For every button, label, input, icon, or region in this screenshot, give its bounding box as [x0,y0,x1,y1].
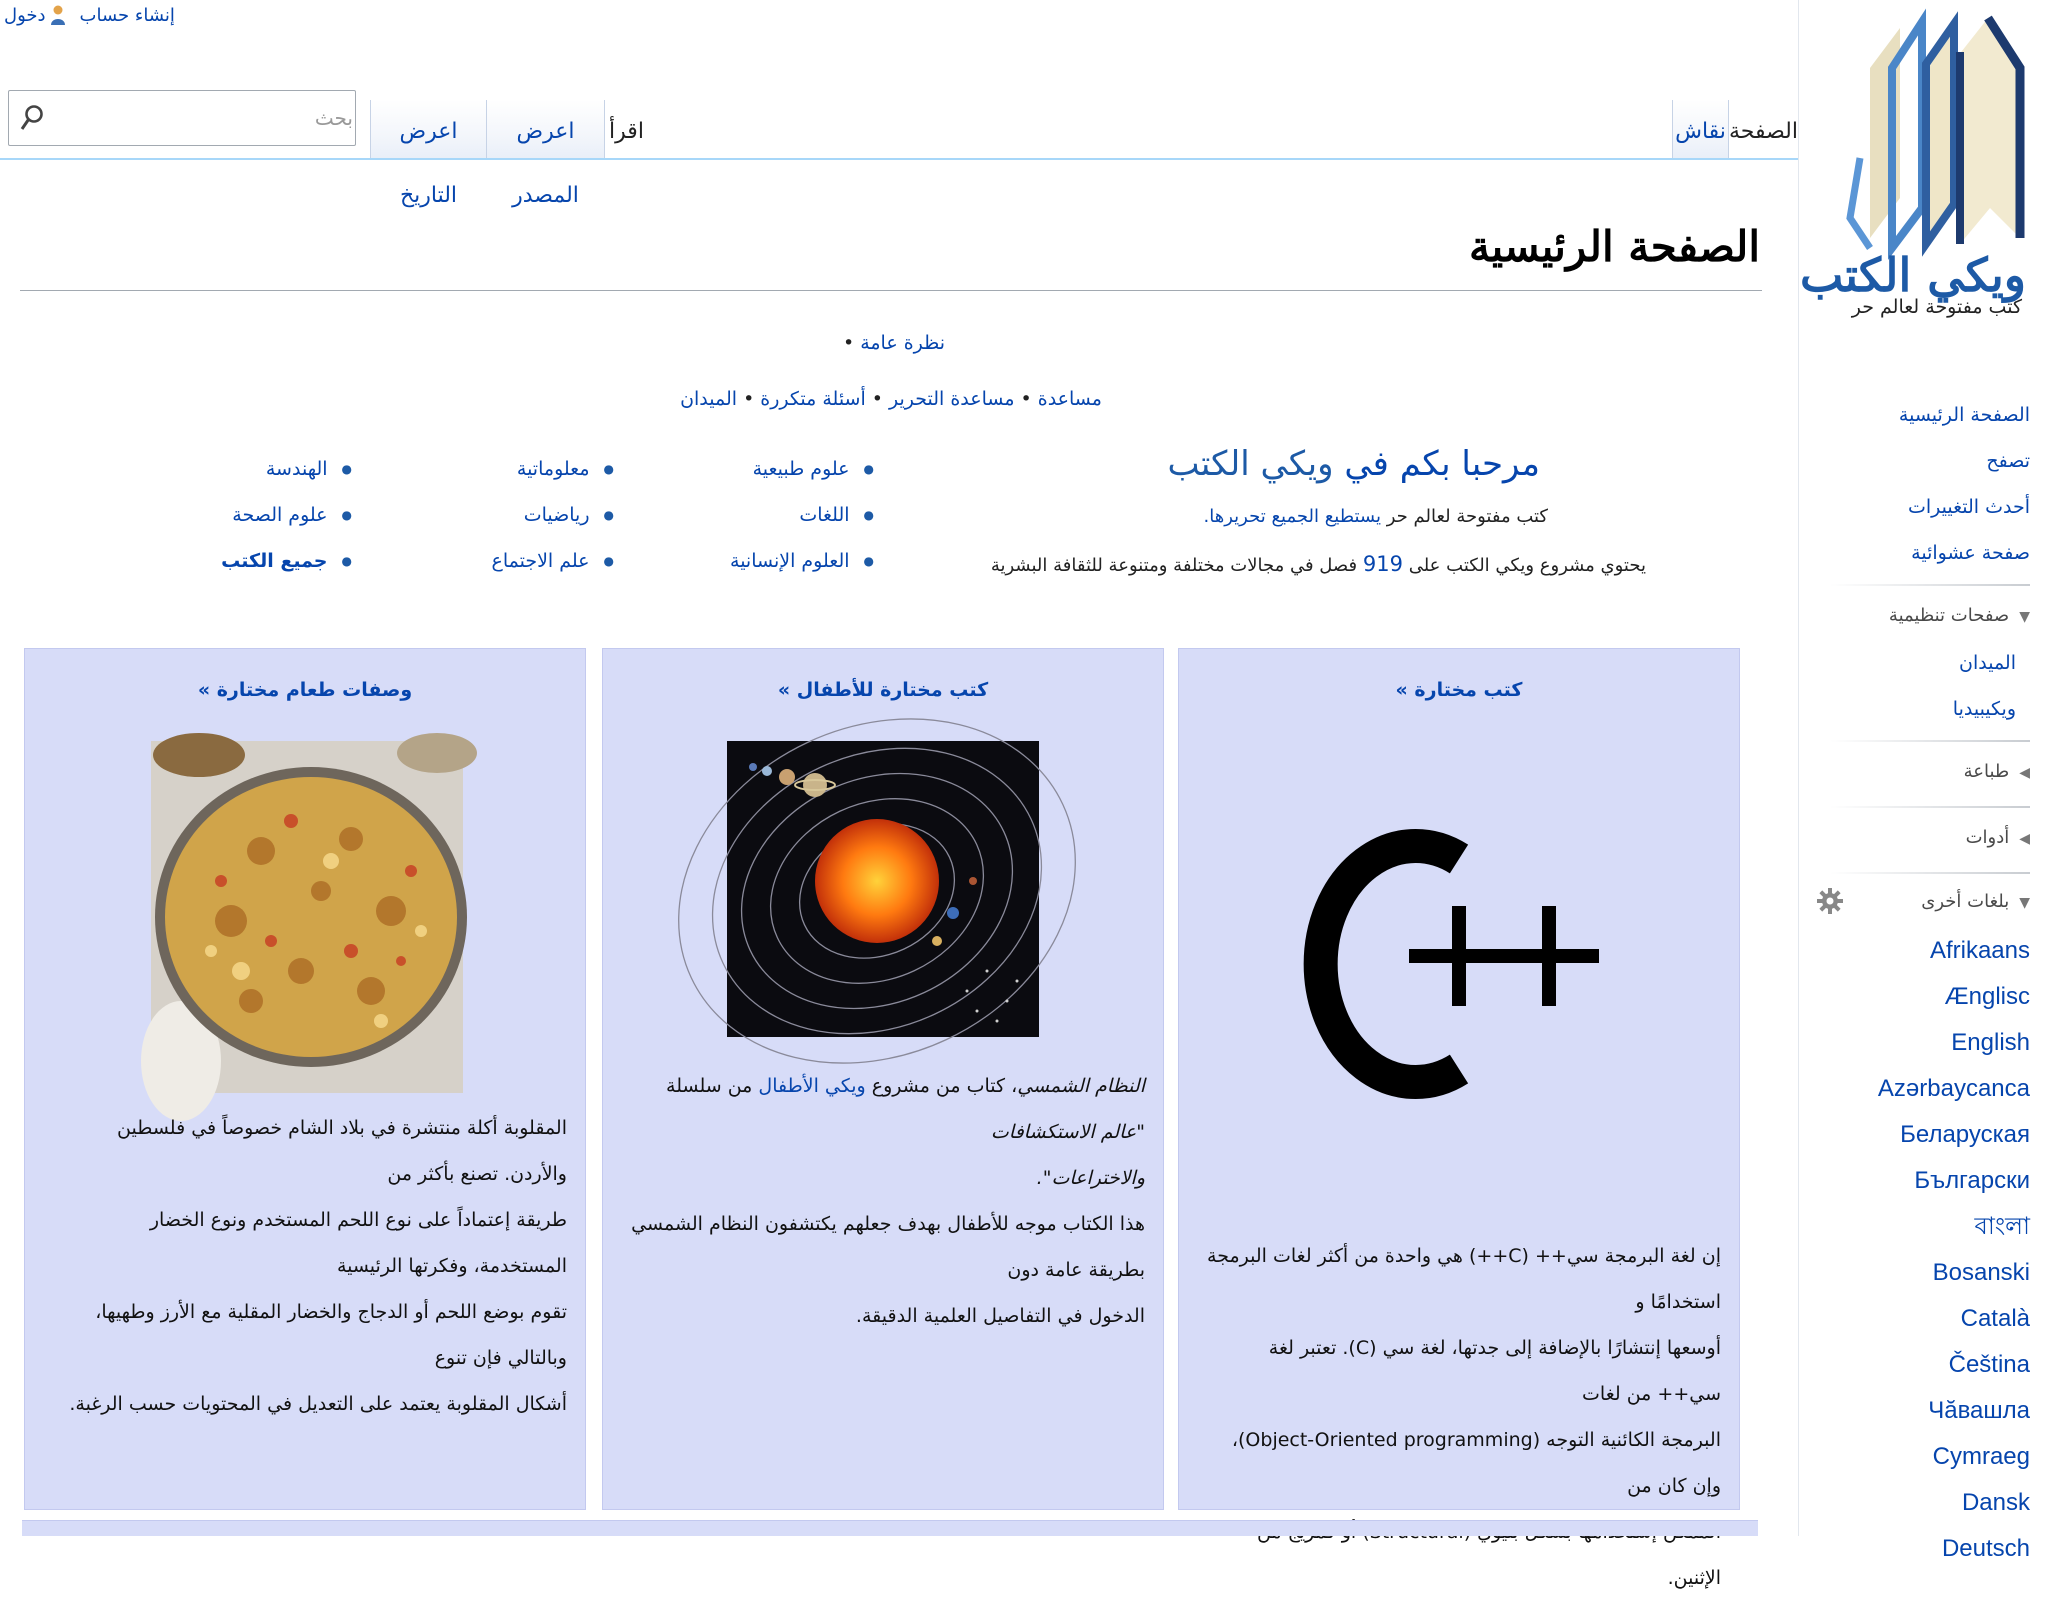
description-line: طريقة إعتماداً على نوع اللحم المستخدم ونوع الخضار المستخدمة، وفكرتها الرئيسية [149,1209,567,1277]
lang-link[interactable]: Deutsch [1941,1535,2030,1562]
site-title: ويكي الكتب [1799,248,2026,302]
portal-natural-sciences[interactable]: ● علوم طبيعية [730,452,874,498]
count-prefix: يحتوي مشروع ويكي الكتب على [1408,555,1646,576]
editing-help-link[interactable]: مساعدة التحرير [888,388,1015,410]
description-text: من سلسلة " [666,1075,1145,1143]
search-icon[interactable] [19,103,47,133]
personal-tools [4,0,175,30]
lang-link[interactable]: Чӑвашла [1928,1397,2030,1424]
lang-link[interactable]: Bosanski [1932,1259,2030,1286]
sidebar-divider [1830,740,2030,742]
lang-link[interactable]: Ænglisc [1944,983,2030,1010]
anyone-can-edit-link[interactable]: يستطيع الجميع تحريرها. [1203,506,1381,527]
welcome-count [991,552,1646,576]
village-pump-link[interactable]: الميدان [680,388,738,410]
description-line: والاختراعات". [1036,1167,1145,1189]
solar-system-illustration [727,741,1039,1037]
welcome-title-link[interactable]: ويكي الكتب [1167,444,1334,484]
bullet-separator: • [871,388,883,410]
featured-kids-box [602,648,1164,1510]
description-line: هذا الكتاب موجه للأطفال بهدف جعلهم يكتشفون النظام الشمسي بطريقة عامة دون [631,1213,1145,1281]
next-section-box [22,1520,1758,1536]
featured-recipes-box [24,648,586,1510]
description-line: إن لغة البرمجة سي++ (C++) هي واحدة من أكثر لغات البرمجة استخدامًا و [1207,1245,1721,1313]
description-line: الإثنين. [1667,1567,1721,1589]
sidebar-nav [1899,392,2030,576]
language-list [1878,928,2030,1572]
description-line: تقوم بوضع اللحم أو الدجاج والخضار المقلية مع الأرز وطهيها، وبالتالي فإن تنوع [95,1301,567,1369]
sidebar-section-label: صفحات تنظيمية [1888,605,2010,626]
tab-view-history[interactable]: اعرض التاريخ [370,100,486,160]
lang-link[interactable]: Български [1914,1167,2030,1194]
portal-computing[interactable]: ● معلوماتية [492,452,615,498]
triangle-left-icon: ◀ [2019,765,2030,781]
nav-help-links [20,388,1762,410]
solar-system-image[interactable] [727,741,1039,1037]
description-line: الدخول في التفاصيل العلمية الدقيقة. [855,1305,1145,1327]
faq-link[interactable]: أسئلة متكررة [760,388,866,410]
portal-health-sciences[interactable]: ● علوم الصحة [221,498,352,544]
help-link[interactable]: مساعدة [1037,388,1102,410]
lang-link[interactable]: বাংলা [1974,1213,2030,1240]
welcome-title [1167,444,1540,484]
portal-engineering[interactable]: ● الهندسة [221,452,352,498]
maqluba-image[interactable] [151,741,463,1037]
featured-recipes-description [53,1105,567,1427]
lang-link[interactable]: Беларуская [1900,1121,2030,1148]
welcome-title-part1: مرحبا بكم في [1344,444,1540,484]
tabs-divider [0,158,1798,160]
search-box [8,90,356,146]
sidebar-item-village-pump[interactable]: الميدان [1959,652,2016,674]
login-group[interactable] [4,4,66,26]
wikijunior-link[interactable]: ويكي الأطفال [758,1075,866,1097]
portal-column [730,452,874,590]
sidebar-divider [1830,584,2030,586]
featured-recipes-title[interactable]: وصفات طعام مختارة » [197,679,413,701]
sidebar-section-tools[interactable] [1810,818,2030,858]
description-line: المقلوبة أكلة منتشرة في بلاد الشام خصوصاً في فلسطين والأردن. تصنع بأكثر من [117,1117,567,1185]
featured-books-box [1178,648,1740,1589]
featured-kids-title[interactable]: كتب مختارة للأطفال » [777,679,989,701]
lang-link[interactable]: Cymraeg [1932,1443,2030,1470]
create-account-link[interactable]: إنشاء حساب [79,4,175,26]
sidebar-divider [1830,872,2030,874]
sidebar-item-recent-changes[interactable]: أحدث التغييرات [1907,496,2030,518]
overview-link[interactable]: نظرة عامة [860,332,946,354]
series-title-italic: عالم الاستكشافات [990,1121,1137,1143]
portal-column [492,452,615,590]
portal-sociology[interactable]: ● علم الاجتماع [492,544,615,590]
nav-overview [20,332,1762,354]
sidebar-section-label: طباعة [1963,761,2010,782]
bullet-separator: • [743,388,755,410]
lang-link[interactable]: Čeština [1948,1351,2030,1378]
portal-all-books[interactable]: ● جميع الكتب [221,544,352,590]
lang-link[interactable]: English [1951,1029,2030,1056]
lang-link[interactable]: Afrikaans [1929,937,2030,964]
tab-view-source[interactable]: اعرض المصدر [486,100,604,160]
welcome-subtitle-text: كتب مفتوحة لعالم حر [1386,506,1548,527]
cpp-logo-image[interactable] [1309,799,1609,1099]
description-line: أوسعها إنتشارًا بالإضافة إلى جدتها، لغة سي (C). تعتبر لغة سي++ من لغات [1268,1337,1721,1405]
sidebar [1798,0,2048,1562]
page-title: الصفحة الرئيسية [1468,222,1760,271]
portal-column [221,452,352,590]
title-divider [20,290,1762,291]
sidebar-item-main-page[interactable]: الصفحة الرئيسية [1898,404,2030,426]
book-title-italic: النظام الشمسي [1017,1075,1145,1097]
tab-page[interactable]: الصفحة [1728,100,1798,160]
login-link[interactable]: دخول [4,4,46,26]
portal-languages[interactable]: ● اللغات [730,498,874,544]
description-text: ، كتاب من مشروع [871,1075,1018,1097]
count-suffix: فصل في مجالات مختلفة ومتنوعة للثقافة البشرية [990,555,1358,576]
featured-books-description [1207,1233,1721,1601]
bullet-separator: • [842,332,855,354]
description-line [631,1063,1145,1155]
triangle-down-icon: ▼ [2019,609,2030,625]
description-line: البرمجة الكائنية التوجه (Object-Oriented programming)، وإن كان من [1231,1429,1721,1497]
sidebar-item-browse[interactable]: تصفح [1986,450,2030,472]
portal-humanities[interactable]: ● العلوم الإنسانية [730,544,874,590]
tab-read[interactable]: اقرأ [604,100,648,160]
sidebar-section-label: أدوات [1965,827,2010,848]
triangle-down-icon: ▼ [2019,895,2030,911]
sidebar-divider [1830,806,2030,808]
chapter-count-link[interactable]: 919 [1362,552,1403,576]
lang-link[interactable]: Dansk [1961,1489,2030,1516]
search-input[interactable] [53,99,353,137]
tab-talk[interactable]: نقاش [1672,100,1728,160]
bullet-separator: • [1020,388,1032,410]
featured-books-title[interactable]: كتب مختارة » [1395,679,1523,701]
sidebar-organizational-list [1953,640,2016,732]
welcome-subtitle [1204,506,1548,527]
lang-link[interactable]: Azərbaycanca [1877,1075,2030,1102]
lang-link[interactable]: Català [1960,1305,2030,1332]
sidebar-section-label: بلغات أخرى [1921,891,2010,912]
triangle-left-icon: ◀ [2019,831,2030,847]
portal-mathematics[interactable]: ● رياضيات [492,498,615,544]
sidebar-section-organizational[interactable] [1810,596,2030,636]
sidebar-item-wikipedia[interactable]: ويكيبيديا [1952,698,2016,720]
description-line: أشكال المقلوبة يعتمد على التعديل في المحتويات حسب الرغبة. [69,1393,567,1415]
maqluba-illustration [151,741,463,1093]
sidebar-section-print[interactable] [1810,752,2030,792]
gear-icon[interactable] [1815,886,1845,916]
featured-kids-description [631,1063,1145,1339]
sidebar-item-random-page[interactable]: صفحة عشوائية [1911,542,2030,564]
site-tagline: كتب مفتوحة لعالم حر [1851,296,2022,318]
user-icon [50,4,66,26]
